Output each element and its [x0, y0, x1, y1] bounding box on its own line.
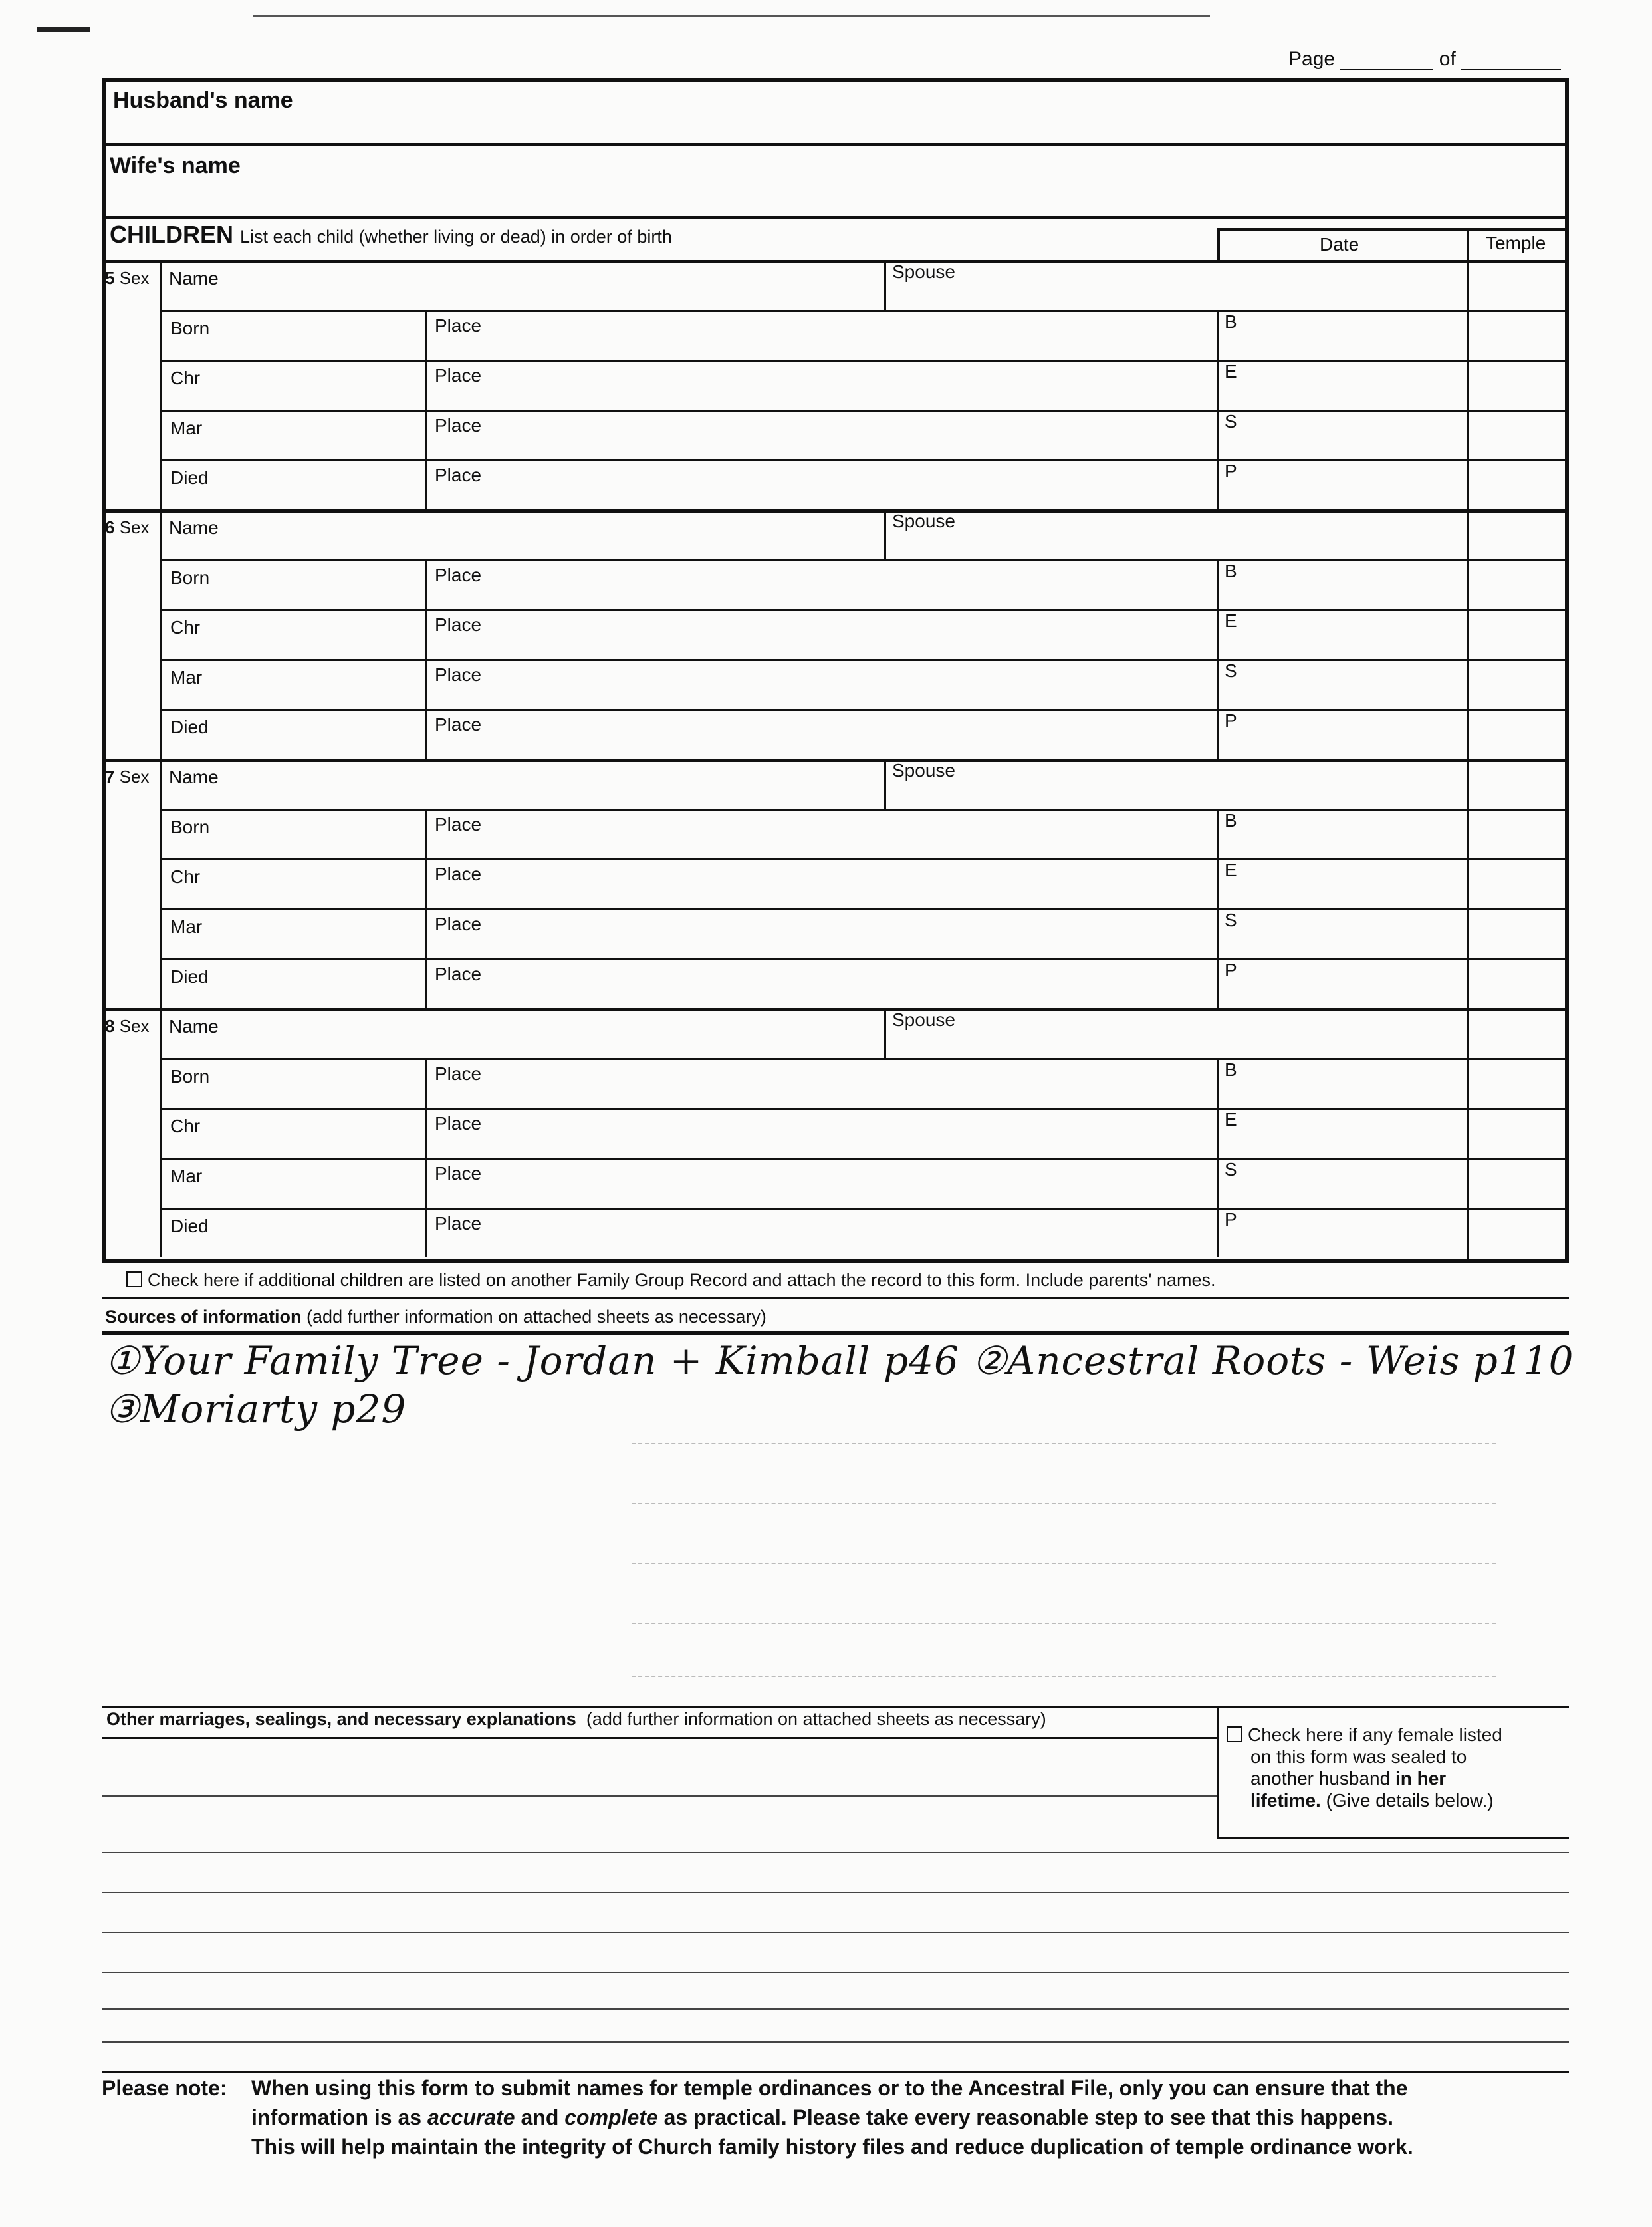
family-record-frame	[102, 78, 1569, 1263]
child-name-field[interactable]: Name	[169, 767, 219, 787]
child-place-field[interactable]: Place	[435, 814, 482, 835]
ordinance-label[interactable]: P	[1225, 960, 1237, 980]
ordinance-label[interactable]: P	[1225, 710, 1237, 731]
page-number: Page of	[1288, 48, 1561, 70]
child-spouse-field[interactable]: Spouse	[892, 1009, 955, 1030]
child-event-label: Chr	[170, 617, 201, 638]
ordinance-label[interactable]: B	[1225, 810, 1237, 831]
child-event-label: Chr	[170, 368, 201, 388]
child-place-field[interactable]: Place	[435, 664, 482, 685]
child-event-label: Born	[170, 567, 210, 588]
child-event-label: Mar	[170, 667, 203, 688]
child-place-field[interactable]: Place	[435, 714, 482, 735]
child-event-label: Chr	[170, 1116, 201, 1136]
child-event-label: Chr	[170, 866, 201, 887]
child-place-field[interactable]: Place	[435, 964, 482, 984]
ordinance-label[interactable]: B	[1225, 311, 1237, 332]
child-number-sex: 6 Sex	[105, 517, 150, 537]
child-event-label: Born	[170, 318, 210, 338]
child-place-field[interactable]: Place	[435, 614, 482, 635]
child-spouse-field[interactable]: Spouse	[892, 511, 955, 531]
checkbox[interactable]	[126, 1271, 142, 1287]
child-name-field[interactable]: Name	[169, 1016, 219, 1037]
child-event-label: Died	[170, 966, 209, 987]
other-marriages-label: Other marriages, sealings, and necessary explanations (add further information on attached sheets as necessary)	[106, 1709, 1046, 1729]
ordinance-label[interactable]: S	[1225, 411, 1237, 432]
child-place-field[interactable]: Place	[435, 1063, 482, 1084]
source-entry-3: ③Moriarty p29	[105, 1386, 407, 1432]
child-place-field[interactable]: Place	[435, 415, 482, 436]
child-place-field[interactable]: Place	[435, 465, 482, 485]
husband-label: Husband's name	[113, 88, 293, 113]
ordinance-label[interactable]: E	[1225, 1109, 1237, 1130]
child-spouse-field[interactable]: Spouse	[892, 261, 955, 282]
date-header: Date	[1320, 234, 1359, 255]
child-event-label: Died	[170, 1216, 209, 1236]
child-event-label: Born	[170, 1066, 210, 1087]
child-event-label: Born	[170, 817, 210, 837]
top-rule	[253, 15, 1210, 17]
checkbox[interactable]	[1227, 1726, 1242, 1742]
children-title: CHILDREN List each child (whether living or dead) in order of birth	[110, 221, 672, 248]
child-event-label: Died	[170, 467, 209, 488]
ordinance-label[interactable]: S	[1225, 660, 1237, 681]
child-name-field[interactable]: Name	[169, 268, 219, 289]
child-number-sex: 7 Sex	[105, 767, 150, 787]
child-number-sex: 8 Sex	[105, 1016, 150, 1036]
ordinance-label[interactable]: E	[1225, 361, 1237, 382]
temple-header: Temple	[1486, 233, 1546, 253]
child-place-field[interactable]: Place	[435, 565, 482, 585]
wife-label: Wife's name	[110, 153, 241, 178]
female-sealed-check[interactable]: Check here if any female listed on this form was sealed to another husband in her lifetime. (Give details below.)	[1227, 1724, 1559, 1811]
ordinance-label[interactable]: B	[1225, 561, 1237, 581]
additional-children-check[interactable]: Check here if additional children are listed on another Family Group Record and attach the record to this form. Include parents' names.	[126, 1270, 1216, 1291]
child-place-field[interactable]: Place	[435, 914, 482, 934]
child-spouse-field[interactable]: Spouse	[892, 760, 955, 781]
ordinance-label[interactable]: S	[1225, 1159, 1237, 1180]
child-event-label: Mar	[170, 1166, 203, 1186]
ordinance-label[interactable]: E	[1225, 860, 1237, 880]
child-place-field[interactable]: Place	[435, 315, 482, 336]
child-name-field[interactable]: Name	[169, 517, 219, 538]
please-note-text: When using this form to submit names for temple ordinances or to the Ancestral File, only you can ensure that the information is as accurate and complete as practical. Please take every reasonable step to see that this happens. This will help maintain the integrity of Church family history files and reduce duplication of temple ordinance work.	[251, 2076, 1413, 2159]
scan-mark	[37, 27, 90, 32]
ordinance-label[interactable]: S	[1225, 910, 1237, 930]
child-place-field[interactable]: Place	[435, 864, 482, 884]
child-place-field[interactable]: Place	[435, 1113, 482, 1134]
child-event-label: Mar	[170, 418, 203, 438]
child-place-field[interactable]: Place	[435, 1213, 482, 1234]
child-event-label: Mar	[170, 916, 203, 937]
child-number-sex: 5 Sex	[105, 268, 150, 288]
source-entry-1: ①Your Family Tree - Jordan + Kimball p46 ②Ancestral Roots - Weis p110	[105, 1338, 1574, 1383]
sources-label: Sources of information (add further information on attached sheets as necessary)	[105, 1307, 767, 1327]
child-event-label: Died	[170, 717, 209, 737]
child-place-field[interactable]: Place	[435, 1163, 482, 1184]
child-place-field[interactable]: Place	[435, 365, 482, 386]
ordinance-label[interactable]: E	[1225, 610, 1237, 631]
page-field[interactable]	[1340, 69, 1433, 70]
ordinance-label[interactable]: P	[1225, 1209, 1237, 1230]
ordinance-label[interactable]: B	[1225, 1059, 1237, 1080]
ordinance-label[interactable]: P	[1225, 461, 1237, 481]
page-total-field[interactable]	[1461, 69, 1561, 70]
please-note-label: Please note:	[102, 2076, 227, 2100]
